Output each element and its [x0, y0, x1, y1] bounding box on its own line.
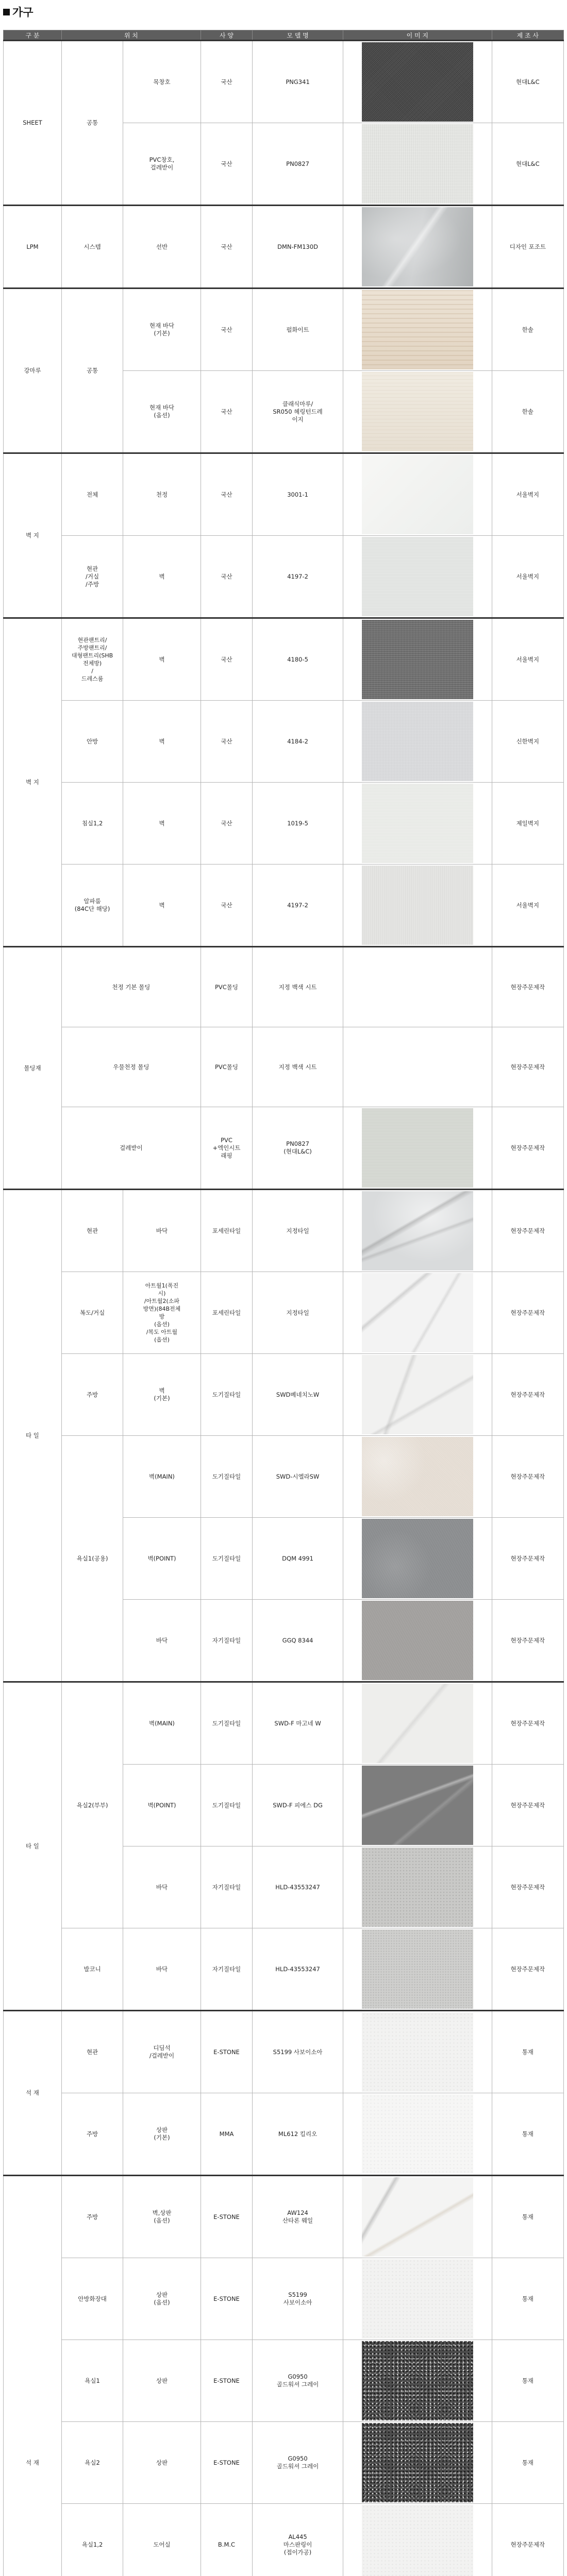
maker-cell: 현장주문제작 — [492, 947, 563, 1027]
location-cell: 바닥 — [123, 1190, 201, 1272]
table-row — [4, 947, 564, 1027]
location-cell: 벽,상판 (옵션) — [123, 2176, 201, 2258]
maker-cell: 현장주문제작 — [492, 1107, 563, 1190]
maker-cell: 현장주문제작 — [492, 1765, 563, 1846]
material-swatch — [362, 1684, 473, 1763]
model-cell: PN0827 — [253, 123, 343, 206]
header-model: 모 델 명 — [253, 30, 343, 41]
table-row — [4, 1107, 564, 1190]
table-row — [4, 618, 564, 701]
title-square-icon — [3, 9, 10, 15]
group-cell: 현관 /거실 /주방 — [61, 536, 123, 618]
maker-cell: 현장주문제작 — [492, 1928, 563, 2011]
material-swatch — [362, 2094, 473, 2174]
table-row — [4, 1354, 564, 1436]
table-row — [4, 1272, 564, 1354]
image-cell — [343, 1436, 492, 1518]
image-cell — [343, 2093, 492, 2176]
model-cell: HLD-43553247 — [253, 1846, 343, 1928]
model-cell: SWD-F 마고네 W — [253, 1682, 343, 1765]
table-header-row — [4, 30, 564, 41]
group-cell: 욕실2(부부) — [61, 1682, 123, 1928]
category-cell: 타 일 — [4, 1190, 62, 1682]
location-cell: 바닥 — [123, 1928, 201, 2011]
table-row — [4, 206, 564, 289]
maker-cell: 통재 — [492, 2422, 563, 2504]
location-cell: 우물천정 몰딩 — [61, 1027, 201, 1107]
spec-cell: B.M.C — [201, 2504, 252, 2576]
model-cell: HLD-43553247 — [253, 1928, 343, 2011]
image-cell — [343, 2422, 492, 2504]
spec-cell: E-STONE — [201, 2258, 252, 2340]
model-cell: PN0827 (현대L&C) — [253, 1107, 343, 1190]
material-swatch — [362, 1028, 473, 1106]
location-cell: 벽(POINT) — [123, 1518, 201, 1600]
maker-cell: 현장주문제작 — [492, 1600, 563, 1682]
page-title-text: 가구 — [12, 6, 34, 19]
table-row — [4, 1682, 564, 1765]
category-cell: 석 재 — [4, 2011, 62, 2176]
maker-cell: 통재 — [492, 2176, 563, 2258]
model-cell: DMN-FM130D — [253, 206, 343, 289]
header-maker: 제 조 사 — [492, 30, 563, 41]
table-row — [4, 2093, 564, 2176]
model-cell: 지정타일 — [253, 1272, 343, 1354]
location-cell: 선반 — [123, 206, 201, 289]
material-swatch — [362, 1519, 473, 1598]
image-cell — [343, 783, 492, 865]
material-swatch — [362, 1191, 473, 1270]
maker-cell: 현장주문제작 — [492, 2504, 563, 2576]
location-cell: 도어실 — [123, 2504, 201, 2576]
material-swatch — [362, 372, 473, 451]
model-cell: AL445 마스판링이 (접이가공) — [253, 2504, 343, 2576]
location-cell: 상판 (기본) — [123, 2093, 201, 2176]
image-cell — [343, 2504, 492, 2576]
location-cell: 벽 (기본) — [123, 1354, 201, 1436]
model-cell: GGQ 8344 — [253, 1600, 343, 1682]
image-cell — [343, 453, 492, 536]
material-swatch — [362, 1929, 473, 2009]
maker-cell: 한솔 — [492, 289, 563, 371]
location-cell: PVC창호, 걸레받이 — [123, 123, 201, 206]
group-cell: 알파룸 (84C단 해당) — [61, 865, 123, 947]
page-title — [3, 4, 34, 20]
image-cell — [343, 1682, 492, 1765]
material-swatch — [362, 2423, 473, 2502]
group-cell: 현관팬트리/ 주방팬트리/ 대형팬트리(SHB 전체방) / 드레스룸 — [61, 618, 123, 701]
image-cell — [343, 2176, 492, 2258]
group-cell: 전체 — [61, 453, 123, 536]
spec-cell: 국산 — [201, 206, 252, 289]
maker-cell: 신한벽지 — [492, 701, 563, 783]
table-row — [4, 2011, 564, 2093]
table-row — [4, 1027, 564, 1107]
table-row — [4, 2422, 564, 2504]
image-cell — [343, 1928, 492, 2011]
image-cell — [343, 1518, 492, 1600]
image-cell — [343, 536, 492, 618]
maker-cell: 현장주문제작 — [492, 1518, 563, 1600]
model-cell: G0950 골드워셔 그레이 — [253, 2340, 343, 2422]
table-row — [4, 2504, 564, 2576]
model-cell: 4184-2 — [253, 701, 343, 783]
spec-cell: 도기질타일 — [201, 1518, 252, 1600]
spec-cell: 국산 — [201, 536, 252, 618]
material-swatch — [362, 2341, 473, 2420]
model-cell: 4180-5 — [253, 618, 343, 701]
location-cell: 벽 — [123, 701, 201, 783]
material-swatch — [362, 2012, 473, 2092]
group-cell: 욕실1,2 — [61, 2504, 123, 2576]
image-cell — [343, 1272, 492, 1354]
material-swatch — [362, 1355, 473, 1434]
model-cell: PNG341 — [253, 41, 343, 123]
image-cell — [343, 1107, 492, 1190]
image-cell — [343, 2011, 492, 2093]
finish-spec-table — [3, 30, 564, 2576]
table-row — [4, 1928, 564, 2011]
maker-cell: 통재 — [492, 2340, 563, 2422]
header-spec: 사 양 — [201, 30, 252, 41]
model-cell: 4197-2 — [253, 536, 343, 618]
image-cell — [343, 1190, 492, 1272]
material-swatch — [362, 2177, 473, 2257]
group-cell: 침실1,2 — [61, 783, 123, 865]
spec-cell: PVC +엑인시트 래핑 — [201, 1107, 252, 1190]
material-swatch — [362, 1108, 473, 1188]
spec-cell: E-STONE — [201, 2340, 252, 2422]
maker-cell: 서울벽지 — [492, 865, 563, 947]
material-swatch — [362, 948, 473, 1026]
spec-cell: 도기질타일 — [201, 1682, 252, 1765]
image-cell — [343, 865, 492, 947]
model-cell: 4197-2 — [253, 865, 343, 947]
maker-cell: 현장주문제작 — [492, 1190, 563, 1272]
location-cell: 벽(POINT) — [123, 1765, 201, 1846]
location-cell: 벽(MAIN) — [123, 1682, 201, 1765]
material-swatch — [362, 1848, 473, 1927]
table-row — [4, 2258, 564, 2340]
model-cell: G0950 골드워셔 그레이 — [253, 2422, 343, 2504]
material-swatch — [362, 207, 473, 286]
group-cell: 발코니 — [61, 1928, 123, 2011]
model-cell: SWD-F 피에스 DG — [253, 1765, 343, 1846]
group-cell: 안방화장대 — [61, 2258, 123, 2340]
category-cell: LPM — [4, 206, 62, 289]
category-cell: 벽 지 — [4, 453, 62, 618]
location-cell: 바닥 — [123, 1846, 201, 1928]
model-cell: 지정 백색 시트 — [253, 947, 343, 1027]
table-row — [4, 783, 564, 865]
table-row — [4, 865, 564, 947]
image-cell — [343, 1354, 492, 1436]
maker-cell: 현대L&C — [492, 123, 563, 206]
group-cell: 욕실2 — [61, 2422, 123, 2504]
image-cell — [343, 1600, 492, 1682]
spec-cell: 도기질타일 — [201, 1354, 252, 1436]
spec-cell: 자기질타일 — [201, 1846, 252, 1928]
material-swatch — [362, 2505, 473, 2576]
group-cell: 시스템 — [61, 206, 123, 289]
table-row — [4, 2176, 564, 2258]
location-cell: 벽 — [123, 618, 201, 701]
model-cell: ML612 킬리오 — [253, 2093, 343, 2176]
maker-cell: 현장주문제작 — [492, 1436, 563, 1518]
table-row — [4, 1436, 564, 1518]
spec-cell: 도기질타일 — [201, 1436, 252, 1518]
spec-cell: 국산 — [201, 123, 252, 206]
group-cell: 공통 — [61, 289, 123, 453]
category-cell: 타 일 — [4, 1682, 62, 2011]
location-cell: 현재 바닥 (기본) — [123, 289, 201, 371]
material-swatch — [362, 1273, 473, 1352]
category-cell: 벽 지 — [4, 618, 62, 947]
group-cell: 현관 — [61, 2011, 123, 2093]
image-cell — [343, 41, 492, 123]
category-cell: 강마루 — [4, 289, 62, 453]
category-cell: 석 재 — [4, 2176, 62, 2576]
material-swatch — [362, 1601, 473, 1680]
location-cell: 상판 — [123, 2340, 201, 2422]
material-swatch — [362, 1437, 473, 1516]
image-cell — [343, 1846, 492, 1928]
spec-cell: 국산 — [201, 41, 252, 123]
model-cell: 3001-1 — [253, 453, 343, 536]
model-cell: 지정타일 — [253, 1190, 343, 1272]
location-cell: 현재 바닥 (옵션) — [123, 371, 201, 453]
maker-cell: 현장주문제작 — [492, 1682, 563, 1765]
model-cell: 펄화이트 — [253, 289, 343, 371]
table-row — [4, 2340, 564, 2422]
model-cell: 클래식마루/ SR050 헤링턴드레 이지 — [253, 371, 343, 453]
maker-cell: 통재 — [492, 2093, 563, 2176]
location-cell: 벽 — [123, 865, 201, 947]
spec-cell: 국산 — [201, 783, 252, 865]
material-swatch — [362, 455, 473, 534]
table-row — [4, 453, 564, 536]
maker-cell: 서울벽지 — [492, 453, 563, 536]
maker-cell: 통재 — [492, 2011, 563, 2093]
maker-cell: 현장주문제작 — [492, 1846, 563, 1928]
maker-cell: 통재 — [492, 2258, 563, 2340]
material-swatch — [362, 42, 473, 122]
spec-cell: PVC몰딩 — [201, 1027, 252, 1107]
spec-cell: 포세린타일 — [201, 1272, 252, 1354]
group-cell: 주방 — [61, 2093, 123, 2176]
spec-cell: MMA — [201, 2093, 252, 2176]
location-cell: 벽 — [123, 536, 201, 618]
table-row — [4, 289, 564, 371]
location-cell: 아트월1(폭진 시) /아트월2(소파 방면)(84B전체 방 (옵션) /복도 아트월 (옵션) — [123, 1272, 201, 1354]
image-cell — [343, 1765, 492, 1846]
maker-cell: 한솔 — [492, 371, 563, 453]
maker-cell: 제일벽지 — [492, 783, 563, 865]
location-cell: 목창호 — [123, 41, 201, 123]
group-cell: 주방 — [61, 1354, 123, 1436]
category-cell: 몰딩재 — [4, 947, 62, 1190]
group-cell: 주방 — [61, 2176, 123, 2258]
material-swatch — [362, 620, 473, 699]
table-row — [4, 41, 564, 123]
image-cell — [343, 289, 492, 371]
material-swatch — [362, 866, 473, 945]
location-cell: 디딤석 /걸레받이 — [123, 2011, 201, 2093]
material-swatch — [362, 702, 473, 781]
header-location: 위 치 — [61, 30, 201, 41]
material-swatch — [362, 2259, 473, 2338]
material-swatch — [362, 124, 473, 204]
image-cell — [343, 2340, 492, 2422]
maker-cell: 서울벽지 — [492, 536, 563, 618]
spec-cell: 도기질타일 — [201, 1765, 252, 1846]
location-cell: 바닥 — [123, 1600, 201, 1682]
header-image: 이 미 지 — [343, 30, 492, 41]
group-cell: 공통 — [61, 41, 123, 206]
model-cell: AW124 산타론 웨일 — [253, 2176, 343, 2258]
group-cell: 현관 — [61, 1190, 123, 1272]
spec-cell: 자기질타일 — [201, 1600, 252, 1682]
model-cell: S5199 사보이소아 — [253, 2011, 343, 2093]
spec-cell: 국산 — [201, 865, 252, 947]
model-cell: S5199 사보이소아 — [253, 2258, 343, 2340]
image-cell — [343, 618, 492, 701]
material-swatch — [362, 1766, 473, 1845]
table-row — [4, 536, 564, 618]
spec-cell: 국산 — [201, 289, 252, 371]
location-cell: 걸레받이 — [61, 1107, 201, 1190]
model-cell: 지정 백색 시트 — [253, 1027, 343, 1107]
category-cell: SHEET — [4, 41, 62, 206]
spec-cell: 국산 — [201, 701, 252, 783]
spec-cell: E-STONE — [201, 2176, 252, 2258]
maker-cell: 현장주문제작 — [492, 1027, 563, 1107]
image-cell — [343, 123, 492, 206]
location-cell: 천정 — [123, 453, 201, 536]
spec-cell: E-STONE — [201, 2011, 252, 2093]
maker-cell: 현장주문제작 — [492, 1272, 563, 1354]
location-cell: 벽 — [123, 783, 201, 865]
spec-cell: 국산 — [201, 453, 252, 536]
group-cell: 욕실1 — [61, 2340, 123, 2422]
image-cell — [343, 947, 492, 1027]
location-cell: 천정 기본 몰딩 — [61, 947, 201, 1027]
maker-cell: 현대L&C — [492, 41, 563, 123]
image-cell — [343, 206, 492, 289]
model-cell: 1019-5 — [253, 783, 343, 865]
model-cell: SWD-시엘라SW — [253, 1436, 343, 1518]
image-cell — [343, 701, 492, 783]
location-cell: 벽(MAIN) — [123, 1436, 201, 1518]
spec-cell: 국산 — [201, 371, 252, 453]
material-swatch — [362, 537, 473, 616]
spec-cell: E-STONE — [201, 2422, 252, 2504]
material-swatch — [362, 784, 473, 863]
maker-cell: 디자인 포조트 — [492, 206, 563, 289]
model-cell: SWD베네치노W — [253, 1354, 343, 1436]
header-category: 구 분 — [4, 30, 62, 41]
spec-cell: 자기질타일 — [201, 1928, 252, 2011]
maker-cell: 현장주문제작 — [492, 1354, 563, 1436]
location-cell: 상판 (옵션) — [123, 2258, 201, 2340]
table-row — [4, 701, 564, 783]
spec-cell: 국산 — [201, 618, 252, 701]
image-cell — [343, 371, 492, 453]
spec-cell: PVC몰딩 — [201, 947, 252, 1027]
material-swatch — [362, 290, 473, 369]
group-cell: 복도/거실 — [61, 1272, 123, 1354]
group-cell: 안방 — [61, 701, 123, 783]
spec-cell: 포세린타일 — [201, 1190, 252, 1272]
image-cell — [343, 2258, 492, 2340]
table-row — [4, 1190, 564, 1272]
location-cell: 상판 — [123, 2422, 201, 2504]
model-cell: DQM 4991 — [253, 1518, 343, 1600]
image-cell — [343, 1027, 492, 1107]
group-cell: 욕실1(공용) — [61, 1436, 123, 1682]
maker-cell: 서울벽지 — [492, 618, 563, 701]
